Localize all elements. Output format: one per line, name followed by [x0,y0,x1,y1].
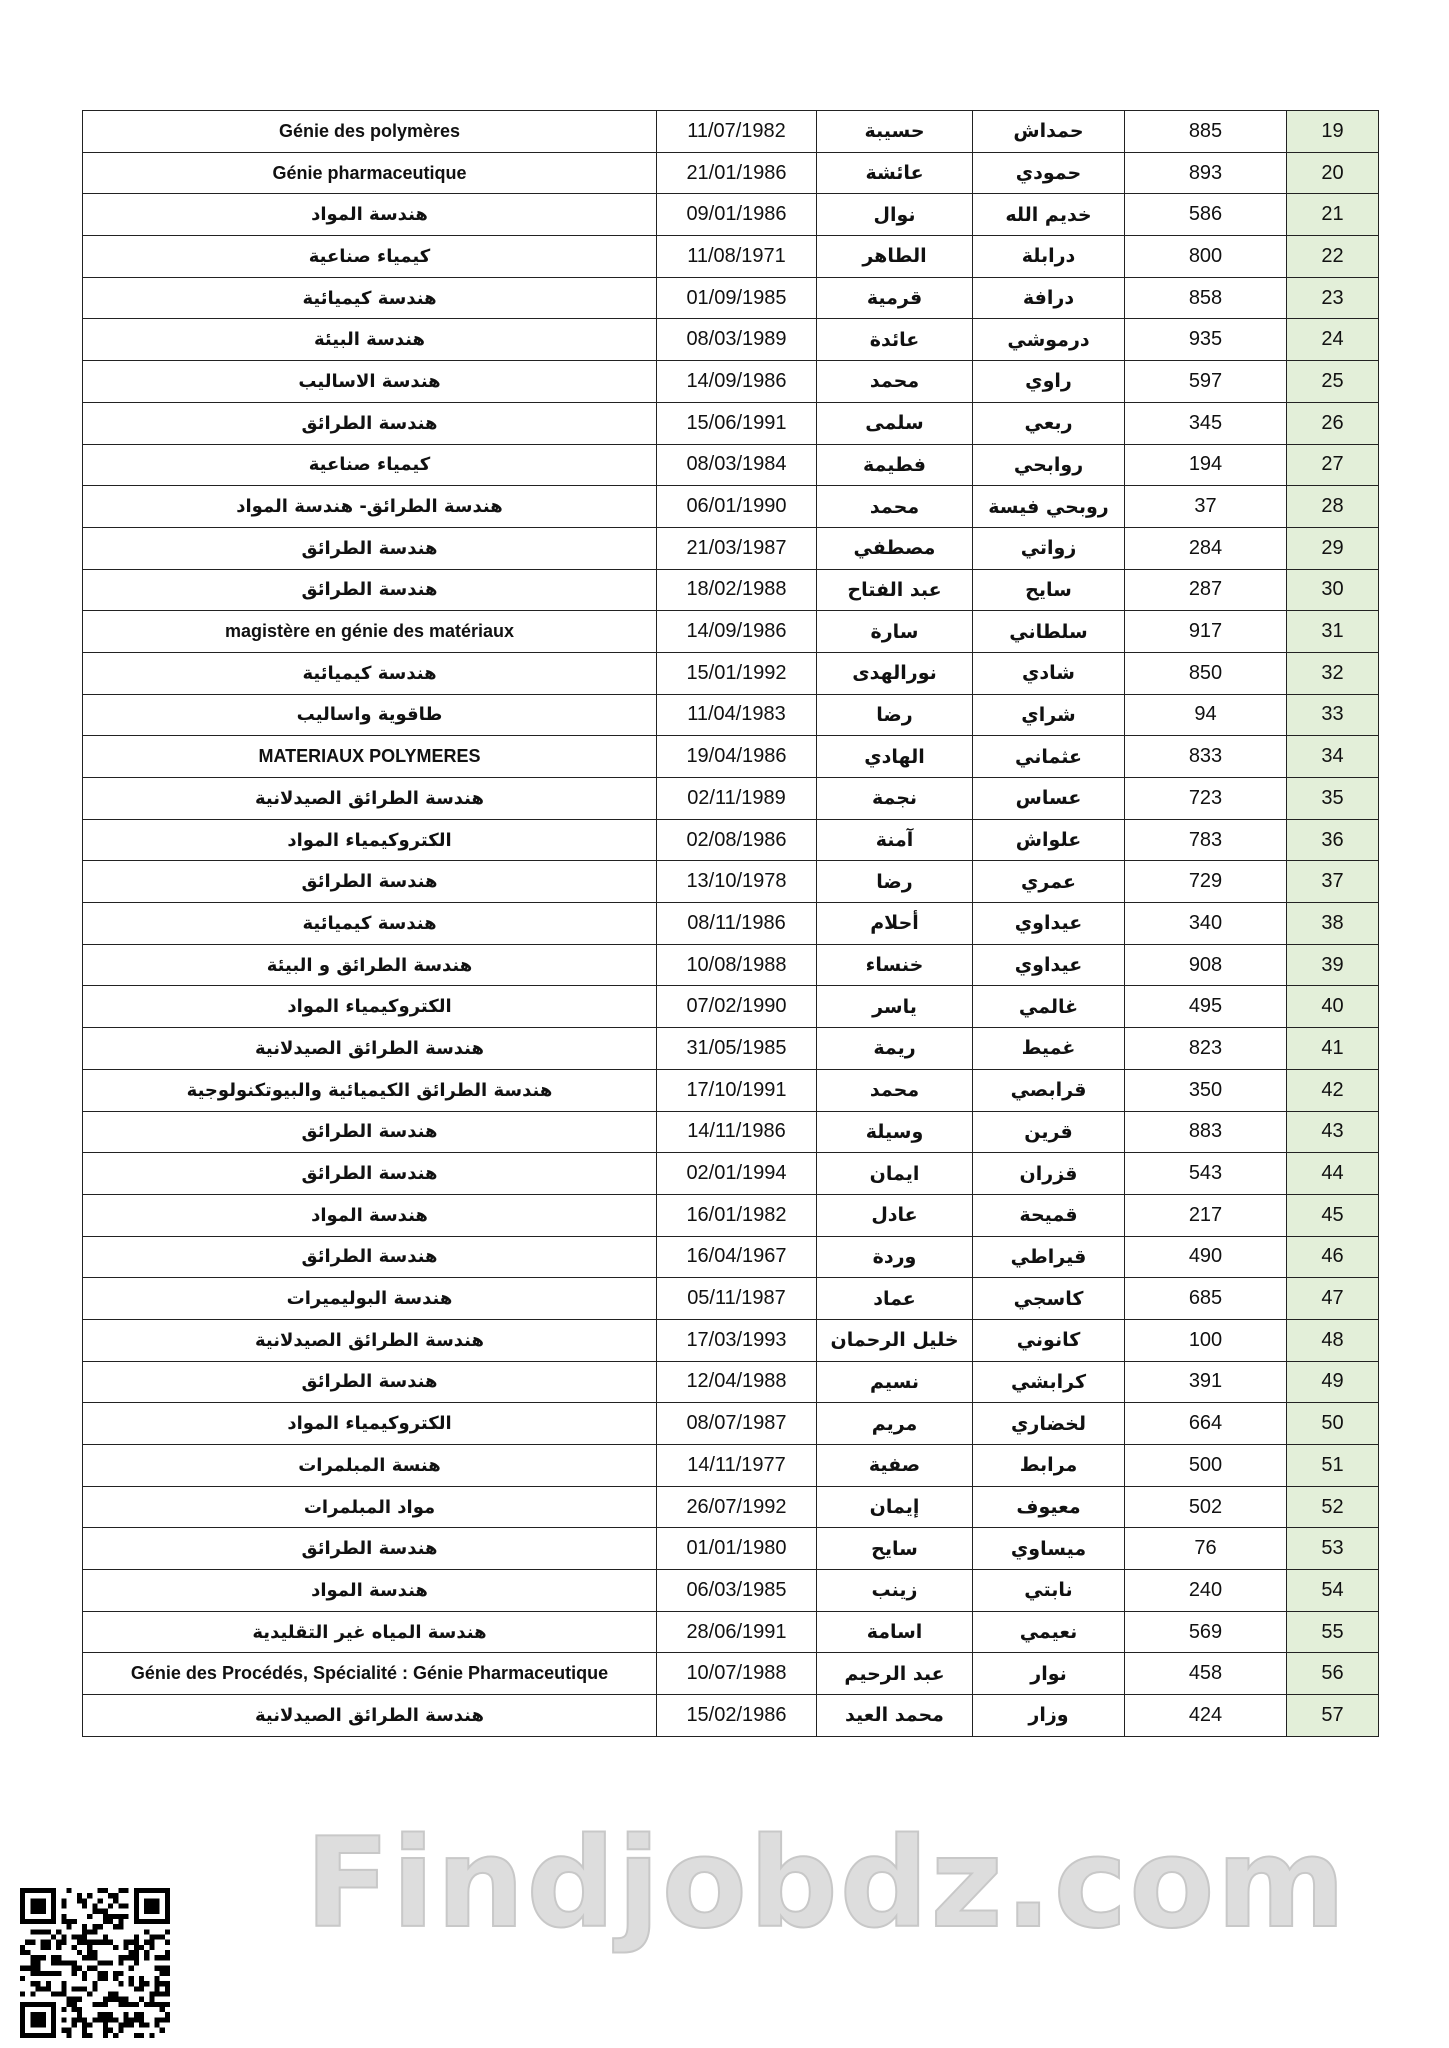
firstname-cell: محمد [817,1069,973,1111]
speciality-cell: هندسة كيميائية [83,652,657,694]
speciality-cell: Génie des polymères [83,111,657,153]
speciality-cell: هندسة البوليميرات [83,1278,657,1320]
birth-date-cell: 15/01/1992 [657,652,817,694]
surname-cell: قرابصي [973,1069,1125,1111]
table-row [83,611,1379,653]
table-body [83,111,1379,1737]
firstname-cell: عائشة [817,152,973,194]
row-number-cell: 39 [1287,944,1379,986]
candidate-code-cell: 823 [1125,1028,1287,1070]
surname-cell: درافة [973,277,1125,319]
qr-code-icon [20,1888,170,2038]
row-number-cell: 26 [1287,402,1379,444]
row-number-cell: 42 [1287,1069,1379,1111]
birth-date-cell: 05/11/1987 [657,1278,817,1320]
row-number-cell: 41 [1287,1028,1379,1070]
surname-cell: غميط [973,1028,1125,1070]
candidate-code-cell: 917 [1125,611,1287,653]
site-watermark: Findjobdz.com [305,1812,1348,1956]
table-row [83,1611,1379,1653]
firstname-cell: قرمية [817,277,973,319]
table-row [83,1445,1379,1487]
birth-date-cell: 08/03/1989 [657,319,817,361]
speciality-cell: Génie pharmaceutique [83,152,657,194]
birth-date-cell: 15/02/1986 [657,1695,817,1737]
table-row [83,652,1379,694]
birth-date-cell: 17/10/1991 [657,1069,817,1111]
table-row [83,1486,1379,1528]
speciality-cell: هندسة الطرائق [83,1111,657,1153]
speciality-cell: الكتروكيمياء المواد [83,819,657,861]
table-row [83,736,1379,778]
row-number-cell: 20 [1287,152,1379,194]
candidate-code-cell: 287 [1125,569,1287,611]
birth-date-cell: 06/03/1985 [657,1570,817,1612]
candidate-code-cell: 885 [1125,111,1287,153]
candidate-code-cell: 284 [1125,527,1287,569]
row-number-cell: 21 [1287,194,1379,236]
firstname-cell: مريم [817,1403,973,1445]
row-number-cell: 43 [1287,1111,1379,1153]
row-number-cell: 45 [1287,1194,1379,1236]
surname-cell: راوي [973,361,1125,403]
candidate-code-cell: 729 [1125,861,1287,903]
firstname-cell: إيمان [817,1486,973,1528]
candidate-code-cell: 94 [1125,694,1287,736]
speciality-cell: كيمياء صناعية [83,444,657,486]
birth-date-cell: 21/01/1986 [657,152,817,194]
candidate-code-cell: 569 [1125,1611,1287,1653]
birth-date-cell: 21/03/1987 [657,527,817,569]
firstname-cell: خليل الرحمان [817,1319,973,1361]
surname-cell: وزار [973,1695,1125,1737]
candidate-code-cell: 240 [1125,1570,1287,1612]
firstname-cell: خنساء [817,944,973,986]
candidate-code-cell: 502 [1125,1486,1287,1528]
birth-date-cell: 08/11/1986 [657,903,817,945]
row-number-cell: 22 [1287,236,1379,278]
birth-date-cell: 01/09/1985 [657,277,817,319]
firstname-cell: سايح [817,1528,973,1570]
row-number-cell: 48 [1287,1319,1379,1361]
birth-date-cell: 11/08/1971 [657,236,817,278]
candidate-code-cell: 424 [1125,1695,1287,1737]
firstname-cell: سارة [817,611,973,653]
surname-cell: شادي [973,652,1125,694]
surname-cell: روابحي [973,444,1125,486]
row-number-cell: 40 [1287,986,1379,1028]
surname-cell: عثماني [973,736,1125,778]
firstname-cell: اسامة [817,1611,973,1653]
firstname-cell: سلمى [817,402,973,444]
table-row [83,1194,1379,1236]
row-number-cell: 27 [1287,444,1379,486]
firstname-cell: رضا [817,861,973,903]
speciality-cell: هندسة كيميائية [83,903,657,945]
table-row [83,944,1379,986]
table-row [83,778,1379,820]
row-number-cell: 52 [1287,1486,1379,1528]
table-row [83,111,1379,153]
birth-date-cell: 11/04/1983 [657,694,817,736]
table-row [83,1403,1379,1445]
speciality-cell: هندسة الطرائق الصيدلانية [83,1319,657,1361]
firstname-cell: محمد [817,486,973,528]
candidate-code-cell: 783 [1125,819,1287,861]
speciality-cell: هندسة الطرائق [83,1153,657,1195]
birth-date-cell: 14/09/1986 [657,611,817,653]
surname-cell: درابلة [973,236,1125,278]
row-number-cell: 35 [1287,778,1379,820]
surname-cell: قميحة [973,1194,1125,1236]
firstname-cell: مصطفي [817,527,973,569]
birth-date-cell: 02/11/1989 [657,778,817,820]
surname-cell: نابتي [973,1570,1125,1612]
surname-cell: كانوني [973,1319,1125,1361]
speciality-cell: هندسة المواد [83,1194,657,1236]
row-number-cell: 53 [1287,1528,1379,1570]
speciality-cell: هندسة الطرائق [83,527,657,569]
surname-cell: درموشي [973,319,1125,361]
speciality-cell: هندسة المياه غير التقليدية [83,1611,657,1653]
surname-cell: لخضاري [973,1403,1125,1445]
birth-date-cell: 08/07/1987 [657,1403,817,1445]
table-row [83,694,1379,736]
row-number-cell: 28 [1287,486,1379,528]
firstname-cell: فطيمة [817,444,973,486]
row-number-cell: 23 [1287,277,1379,319]
speciality-cell: هندسة المواد [83,194,657,236]
speciality-cell: هندسة الطرائق و البيئة [83,944,657,986]
table-row [83,1319,1379,1361]
surname-cell: حمداش [973,111,1125,153]
firstname-cell: ياسر [817,986,973,1028]
candidate-code-cell: 350 [1125,1069,1287,1111]
surname-cell: مرابط [973,1445,1125,1487]
surname-cell: كاسجي [973,1278,1125,1320]
candidate-code-cell: 37 [1125,486,1287,528]
firstname-cell: ايمان [817,1153,973,1195]
table-row [83,1653,1379,1695]
candidate-code-cell: 723 [1125,778,1287,820]
birth-date-cell: 16/01/1982 [657,1194,817,1236]
surname-cell: معيوف [973,1486,1125,1528]
birth-date-cell: 10/08/1988 [657,944,817,986]
candidate-code-cell: 833 [1125,736,1287,778]
surname-cell: عمري [973,861,1125,903]
speciality-cell: هندسة الطرائق [83,569,657,611]
surname-cell: غالمي [973,986,1125,1028]
table-row [83,1570,1379,1612]
birth-date-cell: 18/02/1988 [657,569,817,611]
candidates-table [82,110,1379,1737]
birth-date-cell: 02/01/1994 [657,1153,817,1195]
surname-cell: روبحي فيسة [973,486,1125,528]
birth-date-cell: 16/04/1967 [657,1236,817,1278]
firstname-cell: عبد الرحيم [817,1653,973,1695]
table-row [83,819,1379,861]
surname-cell: نوار [973,1653,1125,1695]
candidate-code-cell: 586 [1125,194,1287,236]
firstname-cell: وسيلة [817,1111,973,1153]
row-number-cell: 31 [1287,611,1379,653]
row-number-cell: 19 [1287,111,1379,153]
row-number-cell: 55 [1287,1611,1379,1653]
row-number-cell: 34 [1287,736,1379,778]
surname-cell: عيداوي [973,944,1125,986]
birth-date-cell: 01/01/1980 [657,1528,817,1570]
birth-date-cell: 13/10/1978 [657,861,817,903]
table-row [83,1153,1379,1195]
surname-cell: عساس [973,778,1125,820]
firstname-cell: عبد الفتاح [817,569,973,611]
table-row [83,1111,1379,1153]
speciality-cell: هندسة الطرائق [83,402,657,444]
firstname-cell: زينب [817,1570,973,1612]
table-row [83,527,1379,569]
row-number-cell: 36 [1287,819,1379,861]
table-row [83,1069,1379,1111]
candidate-code-cell: 194 [1125,444,1287,486]
firstname-cell: ريمة [817,1028,973,1070]
speciality-cell: كيمياء صناعية [83,236,657,278]
speciality-cell: MATERIAUX POLYMERES [83,736,657,778]
candidate-code-cell: 850 [1125,652,1287,694]
table-row [83,569,1379,611]
surname-cell: قزران [973,1153,1125,1195]
row-number-cell: 56 [1287,1653,1379,1695]
firstname-cell: نوال [817,194,973,236]
speciality-cell: هندسة المواد [83,1570,657,1612]
table-row [83,152,1379,194]
candidate-code-cell: 935 [1125,319,1287,361]
birth-date-cell: 17/03/1993 [657,1319,817,1361]
row-number-cell: 25 [1287,361,1379,403]
birth-date-cell: 26/07/1992 [657,1486,817,1528]
candidate-code-cell: 908 [1125,944,1287,986]
speciality-cell: هندسة الطرائق الصيدلانية [83,1695,657,1737]
birth-date-cell: 12/04/1988 [657,1361,817,1403]
candidate-code-cell: 685 [1125,1278,1287,1320]
surname-cell: نعيمي [973,1611,1125,1653]
firstname-cell: وردة [817,1236,973,1278]
speciality-cell: هندسة الطرائق الصيدلانية [83,778,657,820]
birth-date-cell: 06/01/1990 [657,486,817,528]
candidate-code-cell: 340 [1125,903,1287,945]
birth-date-cell: 15/06/1991 [657,402,817,444]
birth-date-cell: 28/06/1991 [657,1611,817,1653]
surname-cell: ميساوي [973,1528,1125,1570]
firstname-cell: آمنة [817,819,973,861]
firstname-cell: نورالهدى [817,652,973,694]
candidate-code-cell: 664 [1125,1403,1287,1445]
table-row [83,1528,1379,1570]
candidate-code-cell: 543 [1125,1153,1287,1195]
surname-cell: عيداوي [973,903,1125,945]
candidate-code-cell: 800 [1125,236,1287,278]
birth-date-cell: 07/02/1990 [657,986,817,1028]
surname-cell: خديم الله [973,194,1125,236]
firstname-cell: أحلام [817,903,973,945]
speciality-cell: هندسة البيئة [83,319,657,361]
table-row [83,1278,1379,1320]
speciality-cell: هندسة الطرائق [83,1361,657,1403]
candidate-code-cell: 500 [1125,1445,1287,1487]
row-number-cell: 29 [1287,527,1379,569]
row-number-cell: 30 [1287,569,1379,611]
candidate-code-cell: 345 [1125,402,1287,444]
birth-date-cell: 11/07/1982 [657,111,817,153]
speciality-cell: هندسة الطرائق [83,1528,657,1570]
candidate-code-cell: 391 [1125,1361,1287,1403]
surname-cell: قيراطي [973,1236,1125,1278]
speciality-cell: Génie des Procédés, Spécialité : Génie Pharmaceutique [83,1653,657,1695]
candidate-code-cell: 495 [1125,986,1287,1028]
table-row [83,903,1379,945]
candidate-code-cell: 100 [1125,1319,1287,1361]
birth-date-cell: 14/11/1986 [657,1111,817,1153]
surname-cell: شراي [973,694,1125,736]
speciality-cell: الكتروكيمياء المواد [83,1403,657,1445]
row-number-cell: 51 [1287,1445,1379,1487]
row-number-cell: 37 [1287,861,1379,903]
row-number-cell: 46 [1287,1236,1379,1278]
speciality-cell: هندسة الطرائق- هندسة المواد [83,486,657,528]
birth-date-cell: 10/07/1988 [657,1653,817,1695]
candidate-code-cell: 597 [1125,361,1287,403]
birth-date-cell: 19/04/1986 [657,736,817,778]
table-row [83,1695,1379,1737]
table-row [83,402,1379,444]
surname-cell: كرابشي [973,1361,1125,1403]
firstname-cell: عائدة [817,319,973,361]
firstname-cell: رضا [817,694,973,736]
row-number-cell: 44 [1287,1153,1379,1195]
row-number-cell: 24 [1287,319,1379,361]
table-row [83,444,1379,486]
row-number-cell: 33 [1287,694,1379,736]
candidate-code-cell: 858 [1125,277,1287,319]
table-row [83,319,1379,361]
firstname-cell: حسيبة [817,111,973,153]
candidate-code-cell: 76 [1125,1528,1287,1570]
surname-cell: سلطاني [973,611,1125,653]
surname-cell: علواش [973,819,1125,861]
surname-cell: قرين [973,1111,1125,1153]
row-number-cell: 47 [1287,1278,1379,1320]
firstname-cell: نسيم [817,1361,973,1403]
firstname-cell: الهادي [817,736,973,778]
firstname-cell: محمد العيد [817,1695,973,1737]
table-row [83,361,1379,403]
candidate-code-cell: 217 [1125,1194,1287,1236]
table-row [83,277,1379,319]
speciality-cell: هندسة الطرائق [83,1236,657,1278]
row-number-cell: 38 [1287,903,1379,945]
birth-date-cell: 08/03/1984 [657,444,817,486]
surname-cell: ربعي [973,402,1125,444]
row-number-cell: 32 [1287,652,1379,694]
birth-date-cell: 31/05/1985 [657,1028,817,1070]
table-row [83,861,1379,903]
speciality-cell: هندسة الطرائق الكيميائية والبيوتكنولوجية [83,1069,657,1111]
table-row [83,1236,1379,1278]
speciality-cell: الكتروكيمياء المواد [83,986,657,1028]
birth-date-cell: 09/01/1986 [657,194,817,236]
surname-cell: زواتي [973,527,1125,569]
firstname-cell: صفية [817,1445,973,1487]
speciality-cell: هندسة الاساليب [83,361,657,403]
surname-cell: حمودي [973,152,1125,194]
firstname-cell: نجمة [817,778,973,820]
candidate-code-cell: 458 [1125,1653,1287,1695]
speciality-cell: هندسة الطرائق الصيدلانية [83,1028,657,1070]
candidate-code-cell: 883 [1125,1111,1287,1153]
speciality-cell: مواد المبلمرات [83,1486,657,1528]
firstname-cell: عماد [817,1278,973,1320]
firstname-cell: عادل [817,1194,973,1236]
row-number-cell: 57 [1287,1695,1379,1737]
table-row [83,486,1379,528]
table-row [83,986,1379,1028]
speciality-cell: هنسة المبلمرات [83,1445,657,1487]
birth-date-cell: 14/11/1977 [657,1445,817,1487]
speciality-cell: طاقوية واساليب [83,694,657,736]
table-row [83,1361,1379,1403]
row-number-cell: 49 [1287,1361,1379,1403]
row-number-cell: 54 [1287,1570,1379,1612]
birth-date-cell: 02/08/1986 [657,819,817,861]
row-number-cell: 50 [1287,1403,1379,1445]
speciality-cell: هندسة الطرائق [83,861,657,903]
firstname-cell: الطاهر [817,236,973,278]
table-row [83,194,1379,236]
speciality-cell: هندسة كيميائية [83,277,657,319]
candidate-code-cell: 893 [1125,152,1287,194]
table-row [83,236,1379,278]
candidate-code-cell: 490 [1125,1236,1287,1278]
birth-date-cell: 14/09/1986 [657,361,817,403]
firstname-cell: محمد [817,361,973,403]
table-row [83,1028,1379,1070]
speciality-cell: magistère en génie des matériaux [83,611,657,653]
surname-cell: سايح [973,569,1125,611]
